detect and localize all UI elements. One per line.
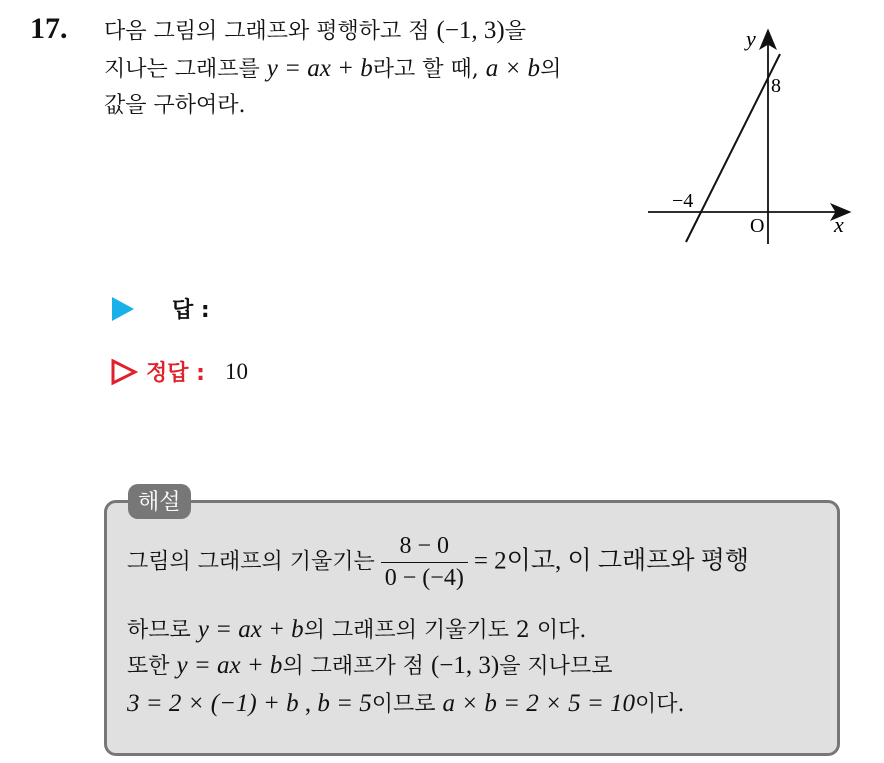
- solution-text: 의 그래프가 점: [282, 654, 431, 679]
- separator: ,: [298, 690, 318, 717]
- graph-line: [686, 54, 780, 242]
- question-line-2: [104, 52, 561, 83]
- question-text: 지나는 그래프를: [104, 57, 267, 82]
- equation: y = ax + b: [266, 55, 373, 82]
- solution-text: 하므로: [127, 618, 198, 643]
- play-arrow-icon: [110, 296, 136, 322]
- answer-label: 답 :: [172, 298, 210, 323]
- point-expression: (−1, 3): [430, 652, 500, 679]
- correct-answer-label: 정답 :: [146, 361, 205, 386]
- equation: a × b = 2 × 5 = 10: [442, 690, 635, 717]
- solution-line-4: [127, 687, 685, 718]
- solution-text: 이다.: [635, 692, 685, 717]
- solution-line-3: [127, 649, 612, 680]
- y-axis-label: y: [746, 26, 756, 51]
- slope-fraction: [381, 533, 468, 592]
- fraction-numerator: 8 − 0: [381, 533, 468, 563]
- solution-text: 또한: [127, 654, 177, 679]
- question-number: 17.: [30, 12, 68, 45]
- solution-text: 의 그래프의 기울기도 2 이다.: [303, 618, 587, 643]
- outline-arrow-icon: [110, 358, 138, 386]
- correct-answer-value: 10: [224, 358, 248, 384]
- solution-line-2: [127, 613, 586, 644]
- question-text-suffix: 의: [540, 57, 562, 82]
- question-line-1: [104, 14, 526, 45]
- question-text-suffix: 을: [504, 19, 527, 44]
- linear-graph: [640, 22, 860, 247]
- origin-label: O: [750, 215, 765, 237]
- point-expression: (−1, 3): [436, 17, 505, 44]
- x-axis-label: x: [834, 212, 844, 237]
- equation: y = ax + b: [176, 652, 283, 679]
- solution-text: 그림의 그래프의 기울기는: [127, 549, 375, 575]
- equation: y = ax + b: [197, 616, 304, 643]
- solution-text: 을 지나므로: [499, 654, 613, 679]
- equation: b = 5: [317, 690, 372, 717]
- solution-text: = 2이고, 이 그래프와 평행: [473, 547, 750, 575]
- product-expression: a × b: [485, 55, 541, 82]
- solution-tag: 해설: [128, 484, 191, 519]
- solution-line-1: [127, 533, 749, 592]
- question-line-3: 값을 구하여라.: [104, 93, 246, 118]
- answer-row: [110, 293, 210, 324]
- question-text: 다음 그림의 그래프와 평행하고 점: [104, 19, 437, 44]
- fraction-denominator: 0 − (−4): [384, 565, 464, 591]
- y-intercept-label: 8: [771, 75, 781, 97]
- solution-box: [104, 500, 840, 756]
- question-text: 라고 할 때,: [372, 57, 486, 82]
- equation: 3 = 2 × (−1) + b: [127, 690, 299, 717]
- correct-answer-row: [110, 356, 248, 387]
- x-intercept-label: −4: [672, 190, 694, 212]
- solution-text: 이므로: [371, 692, 443, 717]
